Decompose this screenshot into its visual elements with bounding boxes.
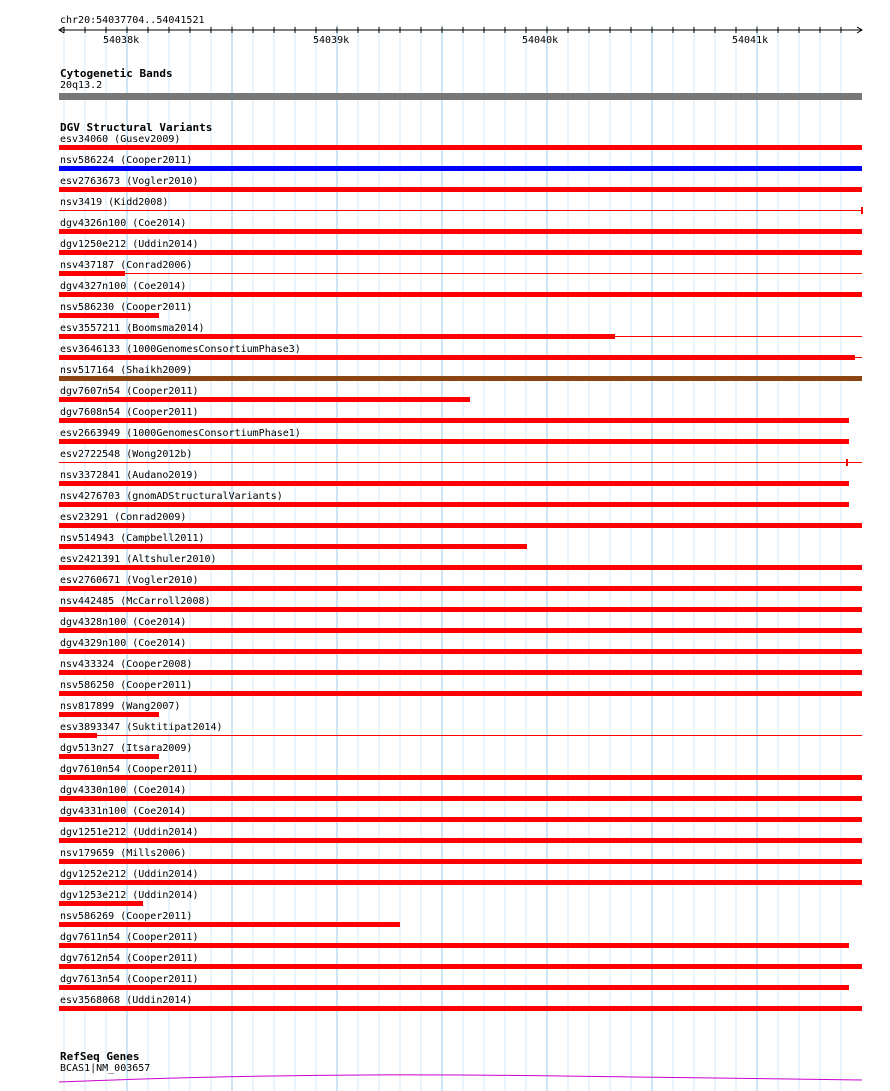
variant-bar[interactable] (59, 481, 849, 486)
variant-bar[interactable] (59, 544, 527, 549)
variant-bar[interactable] (59, 586, 862, 591)
variant-bar[interactable] (59, 334, 615, 339)
variant-label[interactable]: dgv1251e212 (Uddin2014) (60, 827, 199, 838)
refseq-gene-label[interactable]: BCAS1|NM_003657 (60, 1063, 151, 1074)
variant-label[interactable]: dgv4327n100 (Coe2014) (60, 281, 187, 292)
variant-label[interactable]: nsv517164 (Shaikh2009) (60, 365, 193, 376)
cytoband-label: 20q13.2 (60, 80, 103, 91)
variant-label[interactable]: dgv4331n100 (Coe2014) (60, 806, 187, 817)
variant-label[interactable]: esv34060 (Gusev2009) (60, 134, 181, 145)
variant-label[interactable]: dgv4326n100 (Coe2014) (60, 218, 187, 229)
variant-label[interactable]: dgv7610n54 (Cooper2011) (60, 764, 199, 775)
variant-bar[interactable] (59, 229, 862, 234)
variant-bar[interactable] (59, 250, 862, 255)
variant-label[interactable]: esv23291 (Conrad2009) (60, 512, 187, 523)
variant-bar[interactable] (59, 712, 159, 717)
variant-label[interactable]: dgv1250e212 (Uddin2014) (60, 239, 199, 250)
variant-label[interactable]: dgv7613n54 (Cooper2011) (60, 974, 199, 985)
variant-bar[interactable] (59, 376, 862, 381)
variant-label[interactable]: dgv7611n54 (Cooper2011) (60, 932, 199, 943)
region-label: chr20:54037704..54041521 (60, 15, 205, 26)
variant-span-line (59, 462, 862, 463)
variant-span-line (59, 735, 862, 736)
variant-bar[interactable] (59, 271, 125, 276)
variant-bar[interactable] (59, 313, 159, 318)
variant-bar[interactable] (59, 565, 862, 570)
variant-label[interactable]: nsv179659 (Mills2006) (60, 848, 187, 859)
variant-label[interactable]: esv2763673 (Vogler2010) (60, 176, 199, 187)
variant-end-tick (861, 207, 863, 214)
variant-bar[interactable] (59, 628, 862, 633)
variant-label[interactable]: dgv7608n54 (Cooper2011) (60, 407, 199, 418)
variant-bar[interactable] (59, 691, 862, 696)
variant-bar[interactable] (59, 607, 862, 612)
variant-label[interactable]: esv2663949 (1000GenomesConsortiumPhase1) (60, 428, 301, 439)
variant-label[interactable]: nsv586250 (Cooper2011) (60, 680, 193, 691)
variant-bar[interactable] (59, 817, 862, 822)
variant-bar[interactable] (59, 355, 855, 360)
variant-label[interactable]: nsv586224 (Cooper2011) (60, 155, 193, 166)
variant-label[interactable]: dgv1253e212 (Uddin2014) (60, 890, 199, 901)
variant-label[interactable]: dgv7607n54 (Cooper2011) (60, 386, 199, 397)
variant-bar[interactable] (59, 880, 862, 885)
variant-label[interactable]: dgv513n27 (Itsara2009) (60, 743, 193, 754)
variant-label[interactable]: esv3557211 (Boomsma2014) (60, 323, 205, 334)
variant-bar[interactable] (59, 166, 862, 171)
variant-bar[interactable] (59, 901, 143, 906)
variant-end-tick (846, 459, 848, 466)
variant-bar[interactable] (59, 439, 849, 444)
variant-bar[interactable] (59, 922, 400, 927)
cytoband-bar[interactable] (59, 93, 862, 100)
variant-label[interactable]: nsv514943 (Campbell2011) (60, 533, 205, 544)
variant-bar[interactable] (59, 418, 849, 423)
variant-label[interactable]: nsv586230 (Cooper2011) (60, 302, 193, 313)
variant-bar[interactable] (59, 649, 862, 654)
variant-label[interactable]: esv3646133 (1000GenomesConsortiumPhase3) (60, 344, 301, 355)
variant-label[interactable]: nsv3419 (Kidd2008) (60, 197, 169, 208)
cytoband-track-title: Cytogenetic Bands (60, 67, 173, 80)
variant-bar[interactable] (59, 670, 862, 675)
variant-bar[interactable] (59, 964, 862, 969)
variant-label[interactable]: nsv437187 (Conrad2006) (60, 260, 193, 271)
variant-label[interactable]: esv3893347 (Suktitipat2014) (60, 722, 223, 733)
variant-bar[interactable] (59, 292, 862, 297)
ruler-tick-label: 54041k (732, 35, 769, 46)
refseq-gene-feature (59, 1075, 862, 1082)
variant-bar[interactable] (59, 145, 862, 150)
variant-label[interactable]: nsv433324 (Cooper2008) (60, 659, 193, 670)
variant-label[interactable]: nsv442485 (McCarroll2008) (60, 596, 211, 607)
variant-label[interactable]: nsv4276703 (gnomADStructuralVariants) (60, 491, 283, 502)
ruler-tick-label: 54038k (103, 35, 140, 46)
refseq-track-title: RefSeq Genes (60, 1050, 140, 1063)
variant-bar[interactable] (59, 733, 97, 738)
variant-bar[interactable] (59, 838, 862, 843)
variant-label[interactable]: nsv817899 (Wang2007) (60, 701, 181, 712)
variant-bar[interactable] (59, 985, 849, 990)
variant-label[interactable]: dgv1252e212 (Uddin2014) (60, 869, 199, 880)
variant-bar[interactable] (59, 1006, 862, 1011)
variant-span-line (59, 210, 862, 211)
variant-label[interactable]: dgv7612n54 (Cooper2011) (60, 953, 199, 964)
variant-span-line (59, 273, 862, 274)
variant-bar[interactable] (59, 943, 849, 948)
variant-label[interactable]: esv2421391 (Altshuler2010) (60, 554, 217, 565)
variant-label[interactable]: nsv3372841 (Audano2019) (60, 470, 199, 481)
variant-label[interactable]: esv2722548 (Wong2012b) (60, 449, 193, 460)
variant-bar[interactable] (59, 775, 862, 780)
variant-label[interactable]: nsv586269 (Cooper2011) (60, 911, 193, 922)
variant-label[interactable]: dgv4330n100 (Coe2014) (60, 785, 187, 796)
variant-bar[interactable] (59, 754, 159, 759)
variant-bar[interactable] (59, 523, 862, 528)
variant-bar[interactable] (59, 859, 862, 864)
variant-bar[interactable] (59, 796, 862, 801)
variant-bar[interactable] (59, 502, 849, 507)
variant-label[interactable]: esv2760671 (Vogler2010) (60, 575, 199, 586)
variant-bar[interactable] (59, 187, 862, 192)
variant-bar[interactable] (59, 397, 470, 402)
variant-label[interactable]: dgv4328n100 (Coe2014) (60, 617, 187, 628)
dgv-track-title: DGV Structural Variants (60, 121, 213, 134)
ruler-tick-label: 54039k (313, 35, 350, 46)
variant-label[interactable]: dgv4329n100 (Coe2014) (60, 638, 187, 649)
ruler-tick-label: 54040k (522, 35, 559, 46)
variant-label[interactable]: esv3568068 (Uddin2014) (60, 995, 193, 1006)
